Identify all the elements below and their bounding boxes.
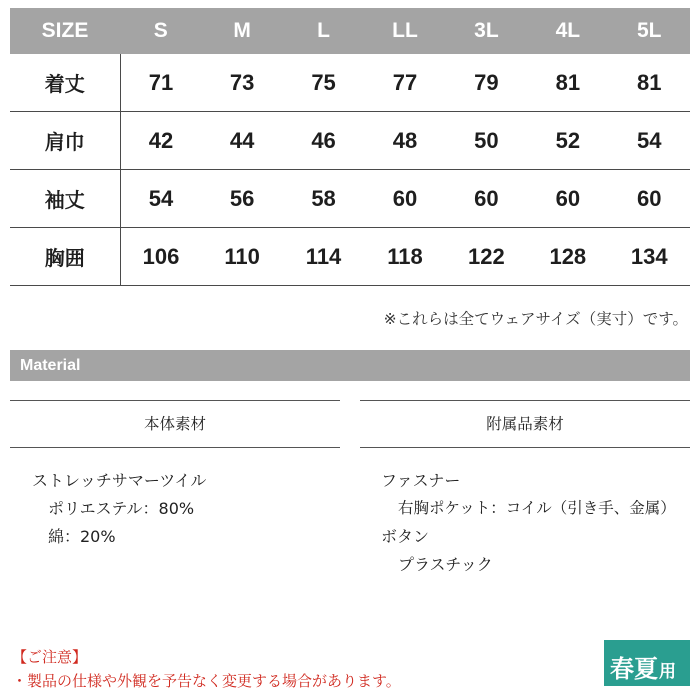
size-header-cell: 4L [527, 8, 608, 54]
table-cell: 73 [201, 54, 282, 112]
parts-material-heading: 附属品素材 [360, 400, 690, 448]
season-badge-suffix: 用 [659, 662, 676, 682]
size-table [10, 8, 690, 286]
row-label: 袖丈 [10, 170, 120, 228]
table-cell: 54 [120, 170, 201, 228]
table-cell: 110 [201, 228, 282, 286]
row-label: 胸囲 [10, 228, 120, 286]
parts-material-line: ファスナー [381, 471, 461, 490]
table-cell: 81 [527, 54, 608, 112]
size-table-header-row [10, 8, 690, 54]
table-cell: 128 [527, 228, 608, 286]
table-cell: 60 [527, 170, 608, 228]
row-label: 着丈 [10, 54, 120, 112]
row-label: 肩巾 [10, 112, 120, 170]
size-note: ※これらは全てウェアサイズ（実寸）です。 [383, 310, 688, 328]
table-cell: 60 [609, 170, 690, 228]
table-row [10, 112, 690, 170]
table-cell: 44 [201, 112, 282, 170]
caution-title: 【ご注意】 [12, 648, 88, 666]
table-cell: 54 [609, 112, 690, 170]
table-row [10, 228, 690, 286]
table-cell: 81 [609, 54, 690, 112]
parts-material-line: プラスチック [398, 555, 493, 574]
table-cell: 42 [120, 112, 201, 170]
size-header-cell: S [120, 8, 201, 54]
size-header-cell: 5L [609, 8, 690, 54]
size-header-cell: L [283, 8, 364, 54]
body-material-heading: 本体素材 [10, 400, 340, 448]
table-cell: 134 [609, 228, 690, 286]
size-header-cell: SIZE [10, 8, 120, 54]
table-cell: 118 [364, 228, 445, 286]
body-material-line: 綿：20% [48, 527, 116, 546]
table-cell: 56 [201, 170, 282, 228]
table-cell: 60 [364, 170, 445, 228]
table-cell: 50 [446, 112, 527, 170]
size-header-cell: LL [364, 8, 445, 54]
material-section-title: Material [10, 350, 690, 381]
caution-text: ・製品の仕様や外観を予告なく変更する場合があります。 [12, 672, 401, 690]
size-header-cell: 3L [446, 8, 527, 54]
table-cell: 77 [364, 54, 445, 112]
season-badge [604, 640, 690, 686]
table-cell: 114 [283, 228, 364, 286]
table-cell: 58 [283, 170, 364, 228]
table-cell: 46 [283, 112, 364, 170]
table-cell: 52 [527, 112, 608, 170]
parts-material-line: ボタン [381, 527, 430, 546]
body-material-line: ストレッチサマーツイル [32, 471, 207, 490]
table-cell: 79 [446, 54, 527, 112]
body-material-line: ポリエステル：80% [48, 499, 195, 518]
table-cell: 122 [446, 228, 527, 286]
table-cell: 106 [120, 228, 201, 286]
table-cell: 71 [120, 54, 201, 112]
season-badge-main: 春夏 [610, 655, 658, 683]
table-cell: 60 [446, 170, 527, 228]
table-cell: 75 [283, 54, 364, 112]
parts-material-line: 右胸ポケット：コイル（引き手、金属） [398, 499, 676, 517]
size-header-cell: M [201, 8, 282, 54]
table-row [10, 54, 690, 112]
table-row [10, 170, 690, 228]
table-cell: 48 [364, 112, 445, 170]
